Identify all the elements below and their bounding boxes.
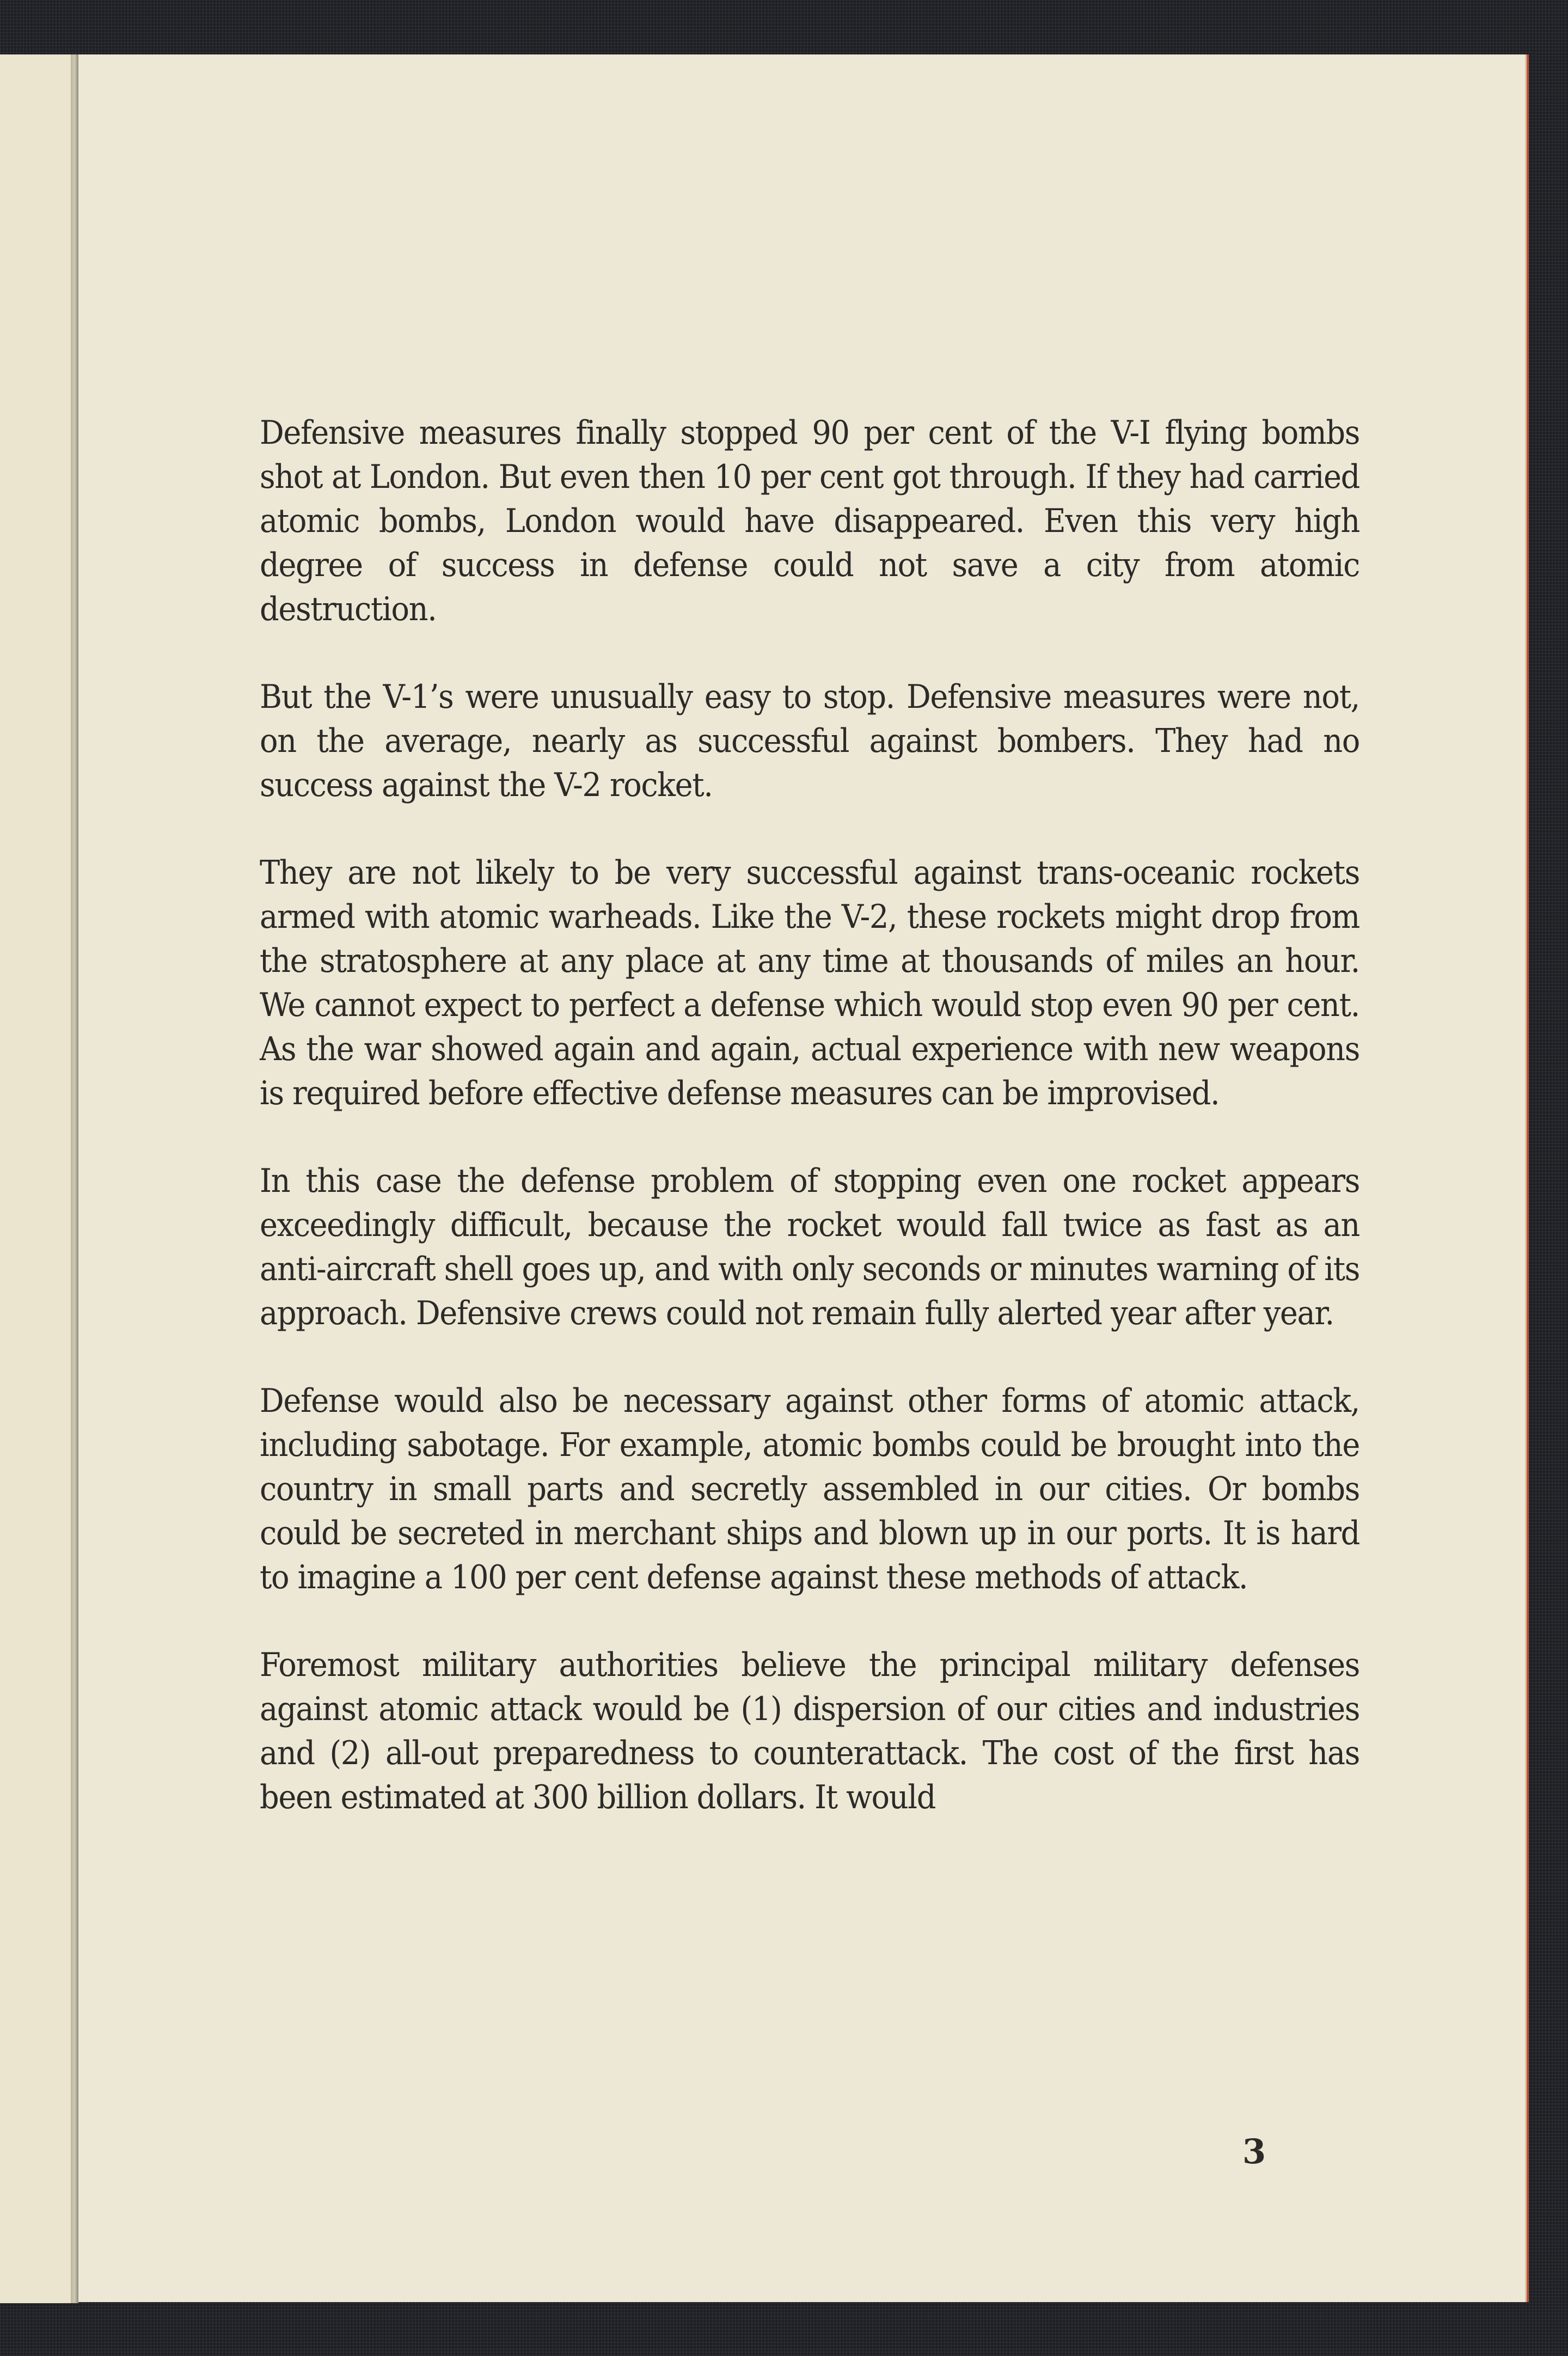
- body-text: [260, 411, 1359, 1863]
- paragraph-defense-problem: In this case the defense problem of stopping even one rocket appears exceedingly difficult, because the rocket would fall twice as fast as an anti-aircraft shell goes up, and with only seconds or minutes warning of its approach. Defensive crews could not remain fully alerted year after year.: [260, 1162, 1359, 1332]
- paragraph-v1-easy-stop: But the V-1’s were unusually easy to stop. Defensive measures were not, on the average, nearly as successful against bombers. They had no success against the V-2 rocket.: [260, 678, 1359, 804]
- paragraph-sabotage: Defense would also be necessary against other forms of atomic attack, including sabotage. For example, atomic bombs could be brought into the country in small parts and secretly assembled in our cities. Or bombs could be secreted in merchant ships and blown up in our ports. It is hard to imagine a 100 per cent defense against these methods of attack.: [260, 1382, 1359, 1596]
- page-number: 3: [1242, 2132, 1266, 2171]
- paragraph-v1-defense: Defensive measures finally stopped 90 per cent of the V-I flying bombs shot at London. But even then 10 per cent got through. If they had carried atomic bombs, London would have disappeared. Even this very high degree of success in defense could not save a city from atomic destruction.: [260, 414, 1359, 628]
- paragraph-military-authorities: Foremost military authorities believe the principal military defenses against atomic attack would be (1) dispersion of our cities and industries and (2) all-out preparedness to counterattack. The cost of the first has been estimated at 300 billion dollars. It would: [260, 1646, 1359, 1816]
- paragraph-transoceanic-rockets: They are not likely to be very successful against trans-oceanic rockets armed with atomic warheads. Like the V-2, these rockets might drop from the stratosphere at any place at any time at thousands of miles an hour. We cannot expect to perfect a defense which would stop even 90 per cent. As the war showed again and again, actual experience with new weapons is required before effective defense measures can be improvised.: [260, 854, 1359, 1112]
- book-gutter: [71, 54, 78, 2303]
- book-page: [78, 54, 1529, 2302]
- previous-page-edge: [0, 54, 72, 2303]
